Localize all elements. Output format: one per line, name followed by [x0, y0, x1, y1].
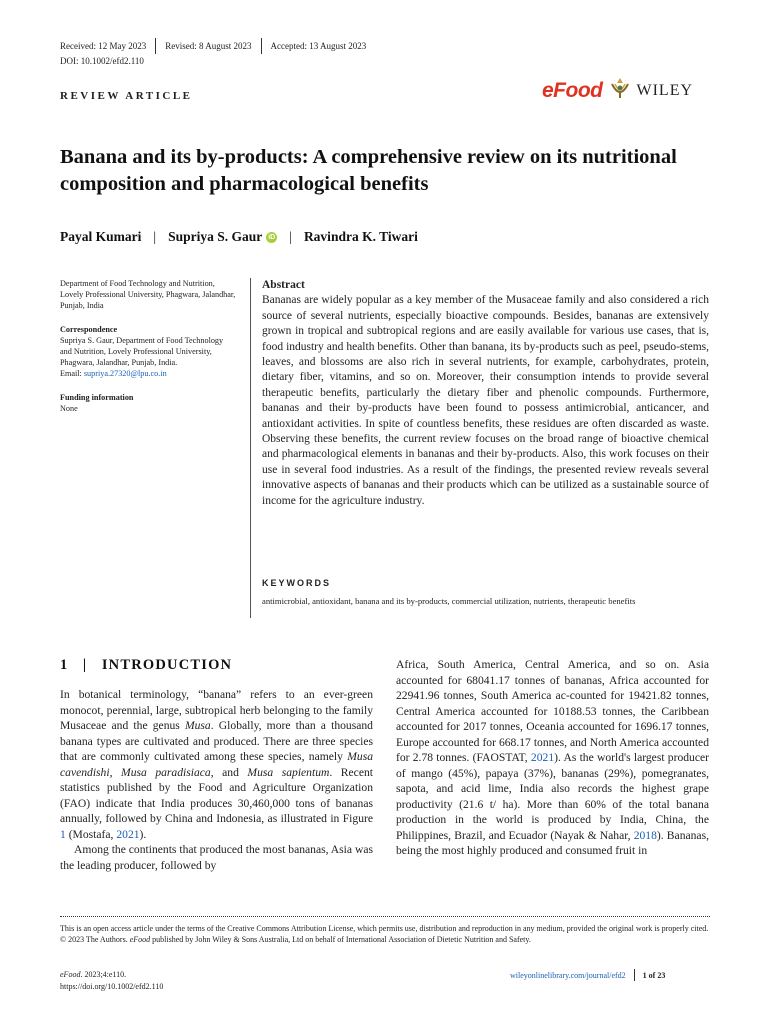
author-separator: | [289, 229, 292, 244]
funding-text: None [60, 403, 78, 413]
revised-date: Revised: 8 August 2023 [165, 41, 252, 51]
affiliation-column [60, 278, 236, 414]
doi-url[interactable]: https://doi.org/10.1002/efd2.110 [60, 981, 164, 991]
species-name: Musa cavendishi [60, 750, 373, 779]
article-title: Banana and its by-products: A comprehensive review on its nutritional composition and pharmacological benefits [60, 146, 677, 195]
section-heading [60, 657, 232, 674]
citation-link[interactable]: 2021 [116, 827, 140, 841]
society-emblem-icon [609, 76, 631, 105]
author-separator: | [153, 229, 157, 244]
email-label: Email: [60, 369, 84, 379]
email-link[interactable]: supriya.27320@lpu.co.in [83, 369, 167, 379]
orcid-icon[interactable]: iD [268, 233, 276, 241]
keywords-heading: KEYWORDS [262, 578, 332, 588]
citation-info [60, 969, 163, 992]
citation-link[interactable]: 2018 [633, 828, 657, 842]
correspondence-heading: Correspondence [60, 324, 118, 334]
species-name: Musa sapientum [247, 765, 330, 779]
footnote-divider [60, 916, 710, 917]
paragraph: Among the continents that produced the most bananas, Asia was the leading producer, followed by [60, 843, 373, 872]
paragraph: In botanical terminology, “banana” refers to an ever-green monocot, perennial, large, subtropical herb belonging to the family Musaceae and the genus Musa. Globally, more than a thousand banana types are cultivated and produced. There are three species that are commonly cultivated among these species, namely Musa cavendishi, Musa paradisiaca, and Musa sapientum. Recent statistics published by the Food and Agriculture Organization (FAO) indicate that India produces 30,460,000 tons of bananas annually, followed by China and Indonesia, as illustrated in Figure 1 (Mostafa, 2021). [60, 688, 373, 841]
page-number: 1 of 23 [642, 970, 666, 980]
species-name: Musa paradisiaca [121, 765, 211, 779]
correspondence-address: Supriya S. Gaur, Department of Food Technology and Nutrition, Lovely Professional University, Phagwara, Jalandhar, Punjab, India. [60, 335, 224, 368]
page-footer [510, 969, 665, 981]
author-name[interactable]: Ravindra K. Tiwari [303, 229, 418, 244]
citation-link[interactable]: 2021 [530, 751, 555, 764]
section-number: 1 [60, 657, 69, 673]
copyright-text: © 2023 The Authors. eFood published by John Wiley & Sons Australia, Ltd on behalf of International Association of Dietetic Nutrition and Safety. [60, 935, 531, 944]
divider [261, 38, 262, 54]
genus-name: Musa [184, 719, 211, 732]
license-text: This is an open access article under the terms of the Creative Commons Attribution License, which permits use, distribution and reproduction in any medium, provided the original work is properly cited. [60, 924, 709, 933]
accepted-date: Accepted: 13 August 2023 [270, 41, 367, 51]
journal-branding [542, 76, 693, 105]
keywords-text: antimicrobial, antioxidant, banana and its by-products, commercial utilization, nutrients, therapeutic benefits [262, 596, 636, 606]
section-title: INTRODUCTION [101, 657, 233, 673]
license-footnote [60, 923, 710, 945]
abstract-heading: Abstract [262, 279, 305, 291]
figure-link[interactable]: 1 [60, 827, 66, 841]
section-separator: | [73, 657, 97, 673]
author-list [60, 229, 418, 245]
doi: DOI: 10.1002/efd2.110 [60, 56, 144, 66]
paragraph: Africa, South America, Central America, and so on. Asia accounted for 68041.17 tonnes of bananas, Africa accounted for 22941.96 tonnes, South America ac-counted for 19421.82 tonnes, Central America accounted for 10188.53 tonnes, the Caribbean accounted for 2017 tonnes, Oceania accounted for 1696.17 tonnes, Europe accounted for 668.17 tonnes, and North America accounted for 2.78 tonnes. (FAOSTAT, 2021). As the world's largest producer of mango (45%), papaya (37%), bananas (29%), pomegranates, sapota, and acid lime, India also records the highest grape productivity (21.6 t/ ha). More than 60% of the total banana production in the world is produced by India, China, the Philippines, Brazil, and Ecuador (Nayak & Nahar, 2018). Bananas, being the most highly produced and consumed fruit in [396, 658, 709, 857]
abstract-text: Bananas are widely popular as a key member of the Musaceae family and also considered a rich source of several nutrients, especially bioactive compounds. Besides, bananas are extensively grown in tropical and subtropical regions and are easily available for various use cases, that is, food industry and health benefits. Other than banana, its by-products such as peel, pseudo-stems, leaves, and blossoms are also rich in several nutrients, for example, carbohydrates, protein, dietary fiber, vitamins, and so on. Moreover, their consumption intends to provide several therapeutic benefits, particularly the dietary fiber and phenolic compounds. Furthermore, bananas and their by-products have been found to possess antimicrobial, anticancer, and antioxidant activities. In spite of countless benefits, these residues are often discarded as waste. Observing these benefits, the current review focuses on the broad range of bioactive chemical and pharmacological elements in bananas and their by-products. Also, this work focuses on their use in several food industries. As a result of the findings, the presented review reveals several innovative aspects of bananas and their products which can be utilized as a sustainable source of income for the agriculture industry. [262, 294, 709, 507]
correspondence-text [60, 335, 236, 380]
received-date: Received: 12 May 2023 [60, 41, 147, 51]
publication-dates [60, 38, 366, 54]
journal-url-link[interactable]: wileyonlinelibrary.com/journal/efd2 [510, 970, 626, 980]
funding-heading: Funding information [60, 392, 134, 402]
author-name[interactable]: Payal Kumari [60, 229, 142, 244]
efood-logo: eFood [542, 78, 603, 102]
divider [155, 38, 156, 54]
column-divider [250, 278, 251, 618]
article-type: REVIEW ARTICLE [60, 90, 193, 102]
journal-citation: eFood. 2023;4:e110. [60, 970, 127, 979]
wiley-logo: WILEY [636, 81, 694, 99]
author-name[interactable]: Supriya S. Gaur [168, 229, 263, 244]
body-column-right [396, 657, 709, 859]
affiliation: Department of Food Technology and Nutrition, Lovely Professional University, Phagwara, Jalandhar, Punjab, India [60, 279, 236, 311]
divider [634, 969, 635, 981]
body-column-left [60, 687, 373, 873]
abstract [262, 278, 709, 509]
